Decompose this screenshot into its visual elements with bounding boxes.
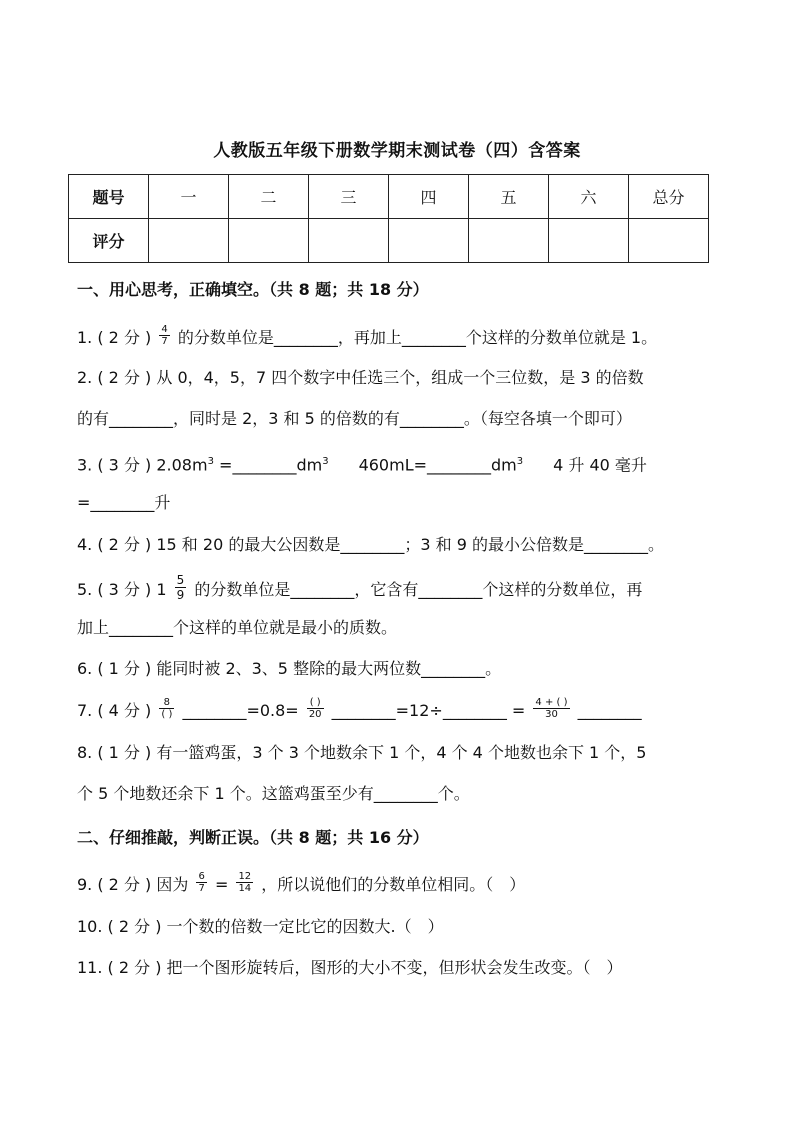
q1-frac-num: 4 <box>161 324 168 335</box>
q5-fraction <box>175 573 187 602</box>
score-input-2[interactable] <box>229 219 309 263</box>
score-input-4[interactable] <box>389 219 469 263</box>
q7-f3-den: 30 <box>545 709 558 720</box>
question-2-line-1: 2. ( 2 分 ) 从 0，4，5，7 四个数字中任选三个，组成一个三位数，是 3 的倍数 <box>77 368 644 387</box>
q7-text-1: ________=0.8= <box>182 701 299 720</box>
q3-part-b: =________dm <box>213 455 323 475</box>
q9-f2-den: 14 <box>238 883 252 894</box>
q9-text: ，所以说他们的分数单位相同。（ ） <box>261 875 526 894</box>
section-2-heading: 二、仔细推敲，判断正误。（共 8 题；共 16 分） <box>77 828 429 847</box>
question-3 <box>77 452 647 475</box>
score-table <box>68 174 709 263</box>
q7-fraction-3 <box>533 697 569 720</box>
score-row-label: 评分 <box>69 219 149 263</box>
score-cell-5: 五 <box>469 175 549 219</box>
q1-fraction <box>159 324 169 347</box>
score-table-header-row <box>69 175 709 219</box>
q3-sup-c: 3 <box>516 456 524 467</box>
question-10: 10. ( 2 分 ) 一个数的倍数一定比它的因数大.（ ） <box>77 917 444 936</box>
question-8-line-1: 8. ( 1 分 ) 有一篮鸡蛋，3 个 3 个地数余下 1 个，4 个 4 个地数也余下 1 个，5 <box>77 743 647 762</box>
score-input-1[interactable] <box>149 219 229 263</box>
question-5 <box>77 573 643 605</box>
q7-f2-num: ( ) <box>309 697 321 708</box>
q7-prefix: 7. ( 4 分 ) <box>77 701 152 720</box>
score-cell-total: 总分 <box>629 175 709 219</box>
question-4: 4. ( 2 分 ) 15 和 20 的最大公因数是________；3 和 9 的最小公倍数是________。 <box>77 535 664 554</box>
score-input-6[interactable] <box>549 219 629 263</box>
q7-f1-num: 8 <box>163 697 171 708</box>
q7-f2-den: 20 <box>308 709 322 720</box>
score-input-5[interactable] <box>469 219 549 263</box>
q9-f1-den: 7 <box>198 883 205 894</box>
question-1 <box>77 324 658 350</box>
q7-f3-num: 4 + ( ) <box>535 697 568 708</box>
q9-fraction-1 <box>196 871 206 894</box>
score-input-3[interactable] <box>309 219 389 263</box>
q3-sup-b: 3 <box>322 456 329 467</box>
q7-fraction-1 <box>159 697 174 720</box>
q7-text-3: ________ <box>577 701 642 720</box>
question-3-line-2: =________升 <box>77 493 171 512</box>
q5-frac-num: 5 <box>176 573 185 587</box>
question-11: 11. ( 2 分 ) 把一个图形旋转后，图形的大小不变，但形状会发生改变。（ ） <box>77 958 623 977</box>
score-cell-3: 三 <box>309 175 389 219</box>
question-7 <box>77 697 642 723</box>
score-cell-4: 四 <box>389 175 469 219</box>
score-cell-2: 二 <box>229 175 309 219</box>
q3-sup-a: 3 <box>207 456 214 467</box>
score-input-total[interactable] <box>629 219 709 263</box>
q9-f1-num: 6 <box>198 871 205 882</box>
q3-part-c: 460mL=________dm <box>358 455 517 475</box>
q1-text: 的分数单位是________，再加上________个这样的分数单位就是 1。 <box>177 328 658 347</box>
section-1-heading: 一、用心思考，正确填空。（共 8 题；共 18 分） <box>77 280 429 299</box>
question-8-line-2: 个 5 个地数还余下 1 个。这篮鸡蛋至少有________个。 <box>77 784 470 803</box>
q3-part-d: 4 升 40 毫升 <box>553 455 647 475</box>
q1-frac-den: 7 <box>161 336 168 347</box>
score-cell-6: 六 <box>549 175 629 219</box>
q9-f2-num: 12 <box>238 871 252 882</box>
q9-fraction-2 <box>236 871 253 894</box>
q5-frac-den: 9 <box>176 588 185 602</box>
score-cell-label: 题号 <box>69 175 149 219</box>
q7-f1-den: ( ) <box>161 709 173 720</box>
score-table-score-row <box>69 219 709 263</box>
q7-text-2: ________=12÷________ = <box>331 701 526 720</box>
q7-fraction-2 <box>307 697 324 720</box>
q9-equals: = <box>214 875 229 894</box>
q3-part-a: 3. ( 3 分 ) 2.08m <box>77 455 208 475</box>
question-6: 6. ( 1 分 ) 能同时被 2、3、5 整除的最大两位数________。 <box>77 659 502 678</box>
question-9 <box>77 871 526 897</box>
q5-text: 的分数单位是________，它含有________个这样的分数单位，再 <box>194 580 643 599</box>
score-cell-1: 一 <box>149 175 229 219</box>
q1-prefix: 1. ( 2 分 ) <box>77 328 152 347</box>
page-title: 人教版五年级下册数学期末测试卷（四）含答案 <box>213 141 581 161</box>
q9-prefix: 9. ( 2 分 ) 因为 <box>77 875 189 894</box>
q5-prefix: 5. ( 3 分 ) 1 <box>77 580 167 599</box>
question-2-line-2: 的有________，同时是 2，3 和 5 的倍数的有________。（每空各填一个即可） <box>77 409 632 428</box>
question-5-line-2: 加上________个这样的单位就是最小的质数。 <box>77 618 398 637</box>
